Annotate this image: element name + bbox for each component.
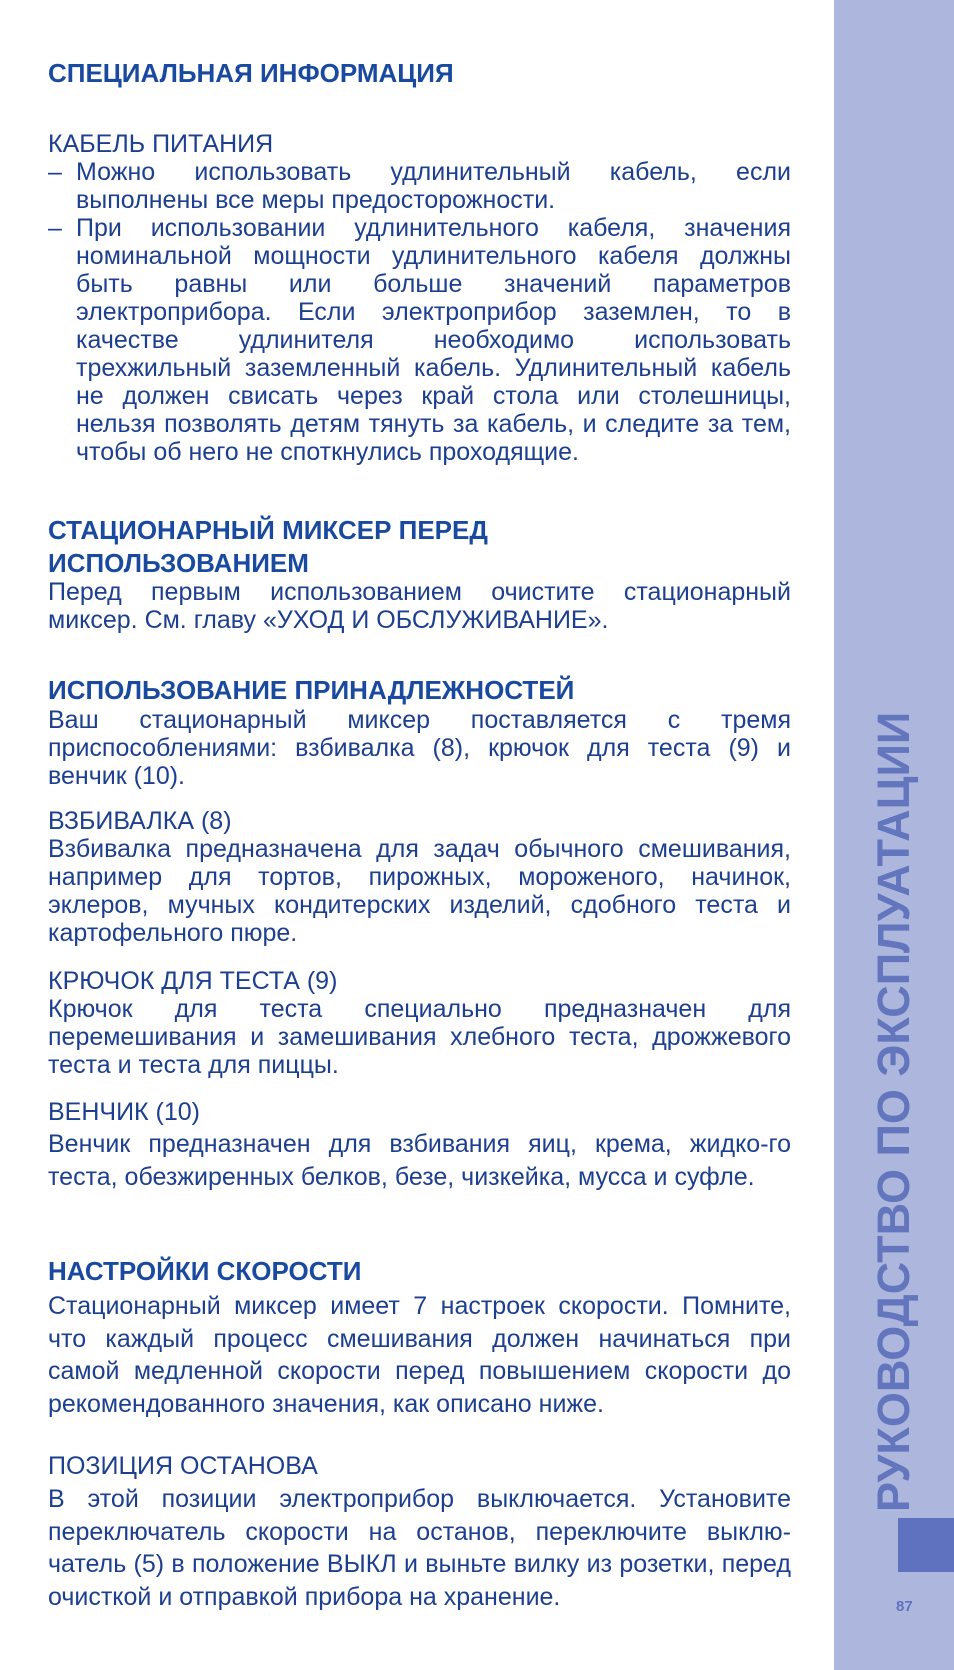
heading-speed: НАСТРОЙКИ СКОРОСТИ — [48, 1256, 362, 1286]
paragraph-accessories: Ваш стационарный миксер поставляется с тремя приспособлениями: взбивалка (8), крючок для теста (9) и венчик (10). — [48, 706, 791, 790]
bullet-dash: – — [48, 214, 62, 242]
paragraph-whisk: Венчик предназначен для взбивания яиц, крема, жидко-го теста, обезжиренных белков, безе, чизкейка, мусса и суфле. — [48, 1130, 791, 1191]
bullet-dash: – — [48, 158, 62, 186]
heading-special-info: СПЕЦИАЛЬНАЯ ИНФОРМАЦИЯ — [48, 58, 454, 88]
bullet-item — [48, 158, 791, 214]
paragraph-before-use: Перед первым использованием очистите стационарный миксер. См. главу «УХОД И ОБСЛУЖИВАНИЕ». — [48, 578, 791, 634]
paragraph-stop: В этой позиции электроприбор выключается. Установите переключатель скорости на останов, переключите выклю-чатель (5) в положение ВЫКЛ и выньте вилку из розетки, перед очисткой и отправкой прибора на хранение. — [48, 1485, 791, 1611]
heading-before-use-line1: СТАЦИОНАРНЫЙ МИКСЕР ПЕРЕД — [48, 515, 488, 545]
subheading-stop: ПОЗИЦИЯ ОСТАНОВА — [48, 1452, 318, 1480]
paragraph-dough-hook: Крючок для теста специально предназначен для перемешивания и замешивания хлебного теста, дрожжевого теста и теста для пиццы. — [48, 995, 791, 1079]
page-number: 87 — [896, 1598, 913, 1615]
heading-before-use-line2: ИСПОЛЬЗОВАНИЕМ — [48, 548, 309, 578]
bullet-item — [48, 214, 791, 466]
sidebar-vertical-title: РУКОВОДСТВО ПО ЭКСПЛУАТАЦИИ — [868, 711, 919, 1512]
subheading-dough-hook: КРЮЧОК ДЛЯ ТЕСТА (9) — [48, 967, 338, 995]
heading-accessories: ИСПОЛЬЗОВАНИЕ ПРИНАДЛЕЖНОСТЕЙ — [48, 675, 575, 705]
subheading-beater: ВЗБИВАЛКА (8) — [48, 807, 232, 835]
heading-before-use — [48, 514, 791, 580]
paragraph-beater: Взбивалка предназначена для задач обычного смешивания, например для тортов, пирожных, мороженого, начинок, эклеров, мучных кондитерских изделий, сдобного теста и картофельного пюре. — [48, 835, 791, 947]
sidebar-block-marker — [898, 1518, 954, 1572]
bullet-text: Можно использовать удлинительный кабель, если выполнены все меры предосторожности. — [76, 158, 791, 214]
bullet-text: При использовании удлинительного кабеля, значения номинальной мощности удлинительного кабеля должны быть равны или больше значений параметров электроприбора. Если электроприбор заземлен, то в качестве удлинителя необходимо использовать трехжильный заземленный кабель. Удлинительный кабель не должен свисать через край стола или столешницы, нельзя позволять детям тянуть за кабель, и следите за тем, чтобы об него не споткнулись проходящие. — [76, 214, 791, 466]
subheading-power-cable: КАБЕЛЬ ПИТАНИЯ — [48, 130, 274, 158]
subheading-whisk: ВЕНЧИК (10) — [48, 1098, 201, 1126]
paragraph-speed: Стационарный миксер имеет 7 настроек скорости. Помните, что каждый процесс смешивания должен начинаться при самой медленной скорости перед повышением скорости до рекомендованного значения, как описано ниже. — [48, 1292, 791, 1418]
